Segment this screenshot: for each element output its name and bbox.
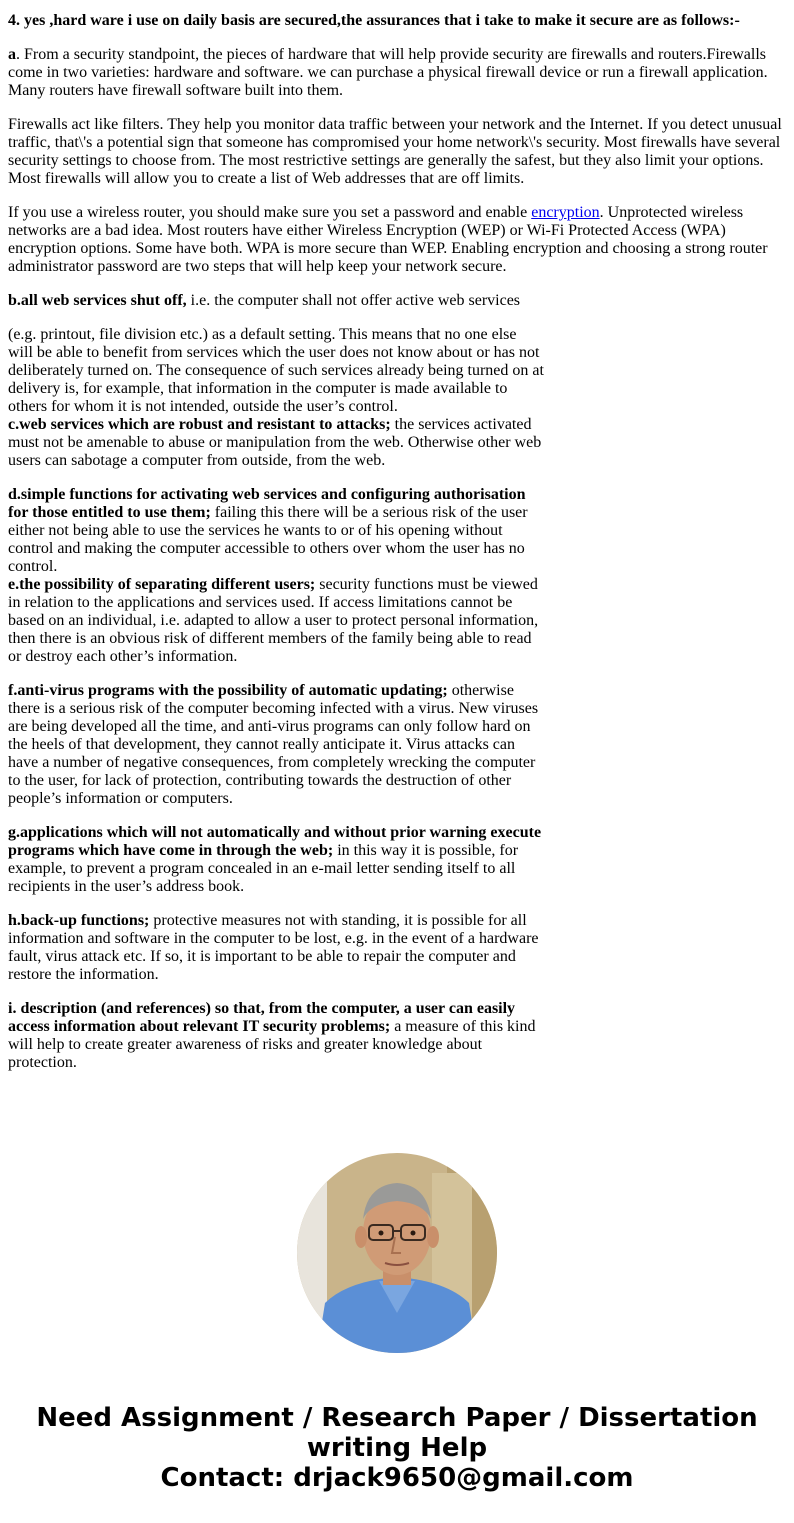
paragraph-wireless-after: . Unprotected wireless networks are a bad idea. Most routers have either Wireless Encryption (WEP) or Wi-Fi Protected Access (WPA) encryption options. Some have both. WPA is more secure than WEP. Enabling encryption and choosing a strong router administrator password are two steps that will help keep your network secure. (8, 204, 768, 275)
paragraph-f (8, 682, 544, 808)
paragraph-f-label: f.anti-virus programs with the possibility of automatic updating; (8, 682, 448, 699)
paragraph-h (8, 912, 544, 984)
paragraph-d (8, 486, 544, 666)
paragraph-firewalls: Firewalls act like filters. They help you monitor data traffic between your network and the Internet. If you detect unusual traffic, that\'s a potential sign that someone has compromised your home network\'s security. Most firewalls have several security settings to choose from. The most restrictive settings are generally the safest, but they also limit your options. Most firewalls will allow you to create a list of Web addresses that are off limits. (8, 116, 782, 187)
promo-line-contact: Contact: drjack9650@gmail.com (160, 1463, 634, 1493)
paragraph-e-label: e.the possibility of separating different users; (8, 576, 316, 593)
paragraph-g-text: in this way it is possible, for example, to prevent a program concealed in an e-mail letter sending itself to all recipients in the user’s address book. (8, 842, 519, 895)
paragraph-i (8, 1000, 544, 1072)
paragraph-h-label: h.back-up functions; (8, 912, 150, 929)
author-portrait-icon (297, 1153, 497, 1353)
paragraph-wireless (8, 204, 784, 276)
paragraph-wireless-before: If you use a wireless router, you should make sure you set a password and enable (8, 204, 532, 221)
promo-footer (0, 1403, 794, 1493)
paragraph-i-text: a measure of this kind will help to create greater awareness of risks and greater knowledge about protection. (8, 1018, 536, 1071)
paragraph-b (8, 292, 784, 310)
answer-heading: 4. yes ,hard ware i use on daily basis are secured,the assurances that i take to make it secure are as follows:- (8, 12, 740, 29)
paragraph-a-label: a (8, 46, 16, 63)
paragraph-b-label: b.all web services shut off, (8, 292, 187, 309)
author-photo (297, 1153, 497, 1353)
paragraph-h-text: protective measures not with standing, it is possible for all information and software in the computer to be lost, e.g. in the event of a hardware fault, virus attack etc. If so, it is important to be able to repair the computer and restore the information. (8, 912, 539, 983)
paragraph-g (8, 824, 544, 896)
paragraph-d-label: d.simple functions for activating web services and configuring authorisation for those entitled to use them; (8, 486, 526, 521)
article-body (8, 12, 784, 1088)
paragraph-b-text: i.e. the computer shall not offer active web services (186, 292, 521, 309)
encryption-link[interactable]: encryption (531, 204, 600, 221)
paragraph-d-text: failing this there will be a serious risk of the user either not being able to use the services he wants to or of his opening without control and making the computer accessible to others over whom the user has no control. (8, 504, 528, 575)
paragraph-a (8, 46, 784, 100)
paragraph-i-label: i. description (and references) so that, from the computer, a user can easily access information about relevant IT security problems; (8, 1000, 516, 1035)
paragraph-g-label: g.applications which will not automatically and without prior warning execute programs which have come in through the web; (8, 824, 542, 859)
promo-line-help: Need Assignment / Research Paper / Dissertation writing Help (36, 1403, 758, 1463)
narrow-column (8, 326, 544, 1072)
paragraph-a-text: . From a security standpoint, the pieces of hardware that will help provide security are firewalls and routers.Firewalls come in two varieties: hardware and software. we can purchase a physical firewall device or run a firewall application. Many routers have firewall software built into them. (8, 46, 768, 99)
paragraph-b-continued: (e.g. printout, file division etc.) as a default setting. This means that no one else will be able to benefit from services which the user does not know about or has not deliberately turned on. The consequence of such services already being turned on at delivery is, for example, that information in the computer is made available to others for whom it is not intended, outside the user’s control. c.web services which are robust and resistant to attacks; the services activated must not be amenable to abuse or manipulation from the web. Otherwise other web users can sabotage a computer from outside, from the web. (8, 326, 544, 469)
paragraph-c-label: c.web services which are robust and resistant to attacks; (8, 416, 391, 433)
paragraph-e-text: security functions must be viewed in relation to the applications and services used. If access limitations cannot be based on an individual, i.e. adapted to allow a user to protect personal information, then there is an obvious risk of different members of the family being able to read or destroy each other’s information. (8, 576, 539, 665)
paragraph-f-text: otherwise there is a serious risk of the computer becoming infected with a virus. New viruses are being developed all the time, and anti-virus programs can only follow hard on the heels of that development, they cannot really anticipate it. Virus attacks can have a number of negative consequences, from completely wrecking the computer to the user, for lack of protection, contributing towards the destruction of other people’s information or computers. (8, 682, 539, 807)
paragraph-c-text: the services activated must not be amenable to abuse or manipulation from the web. Otherwise other web users can sabotage a computer from outside, from the web. (8, 416, 542, 469)
